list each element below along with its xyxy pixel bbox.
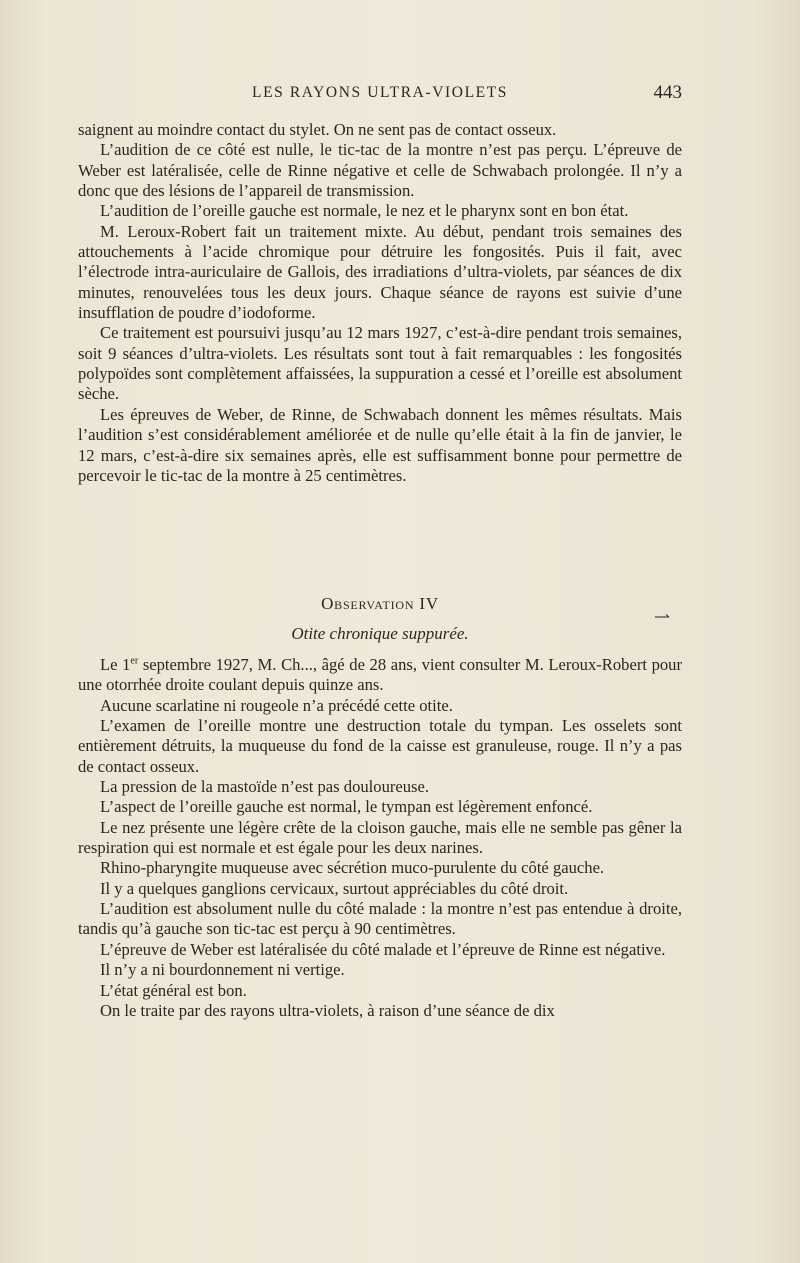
paragraph: L’audition de l’oreille gauche est normale, le nez et le pharynx sont en bon état.	[100, 201, 629, 221]
text-block-top	[78, 120, 682, 486]
paragraph: Aucune scarlatine ni rougeole n’a précédé cette otite.	[100, 695, 453, 715]
paragraph: Les épreuves de Weber, de Rinne, de Schwabach donnent les mêmes résultats. Mais l’audition s’est considérablement améliorée et de nulle qu’elle était à la fin de janvier, le 12 mars, c’est-à-dire six semaines après, elle est suffisamment bonne pour permettre de percevoir le tic-tac de la montre à 25 centimètres.	[78, 404, 682, 485]
ordinal-superscript: er	[130, 655, 139, 667]
page-number: 443	[653, 82, 682, 103]
observation-subtitle: Otite chronique suppurée.	[291, 624, 469, 643]
paragraph: Il n’y a ni bourdonnement ni vertige.	[100, 960, 345, 980]
paragraph-first	[78, 655, 682, 696]
paragraph: L’examen de l’oreille montre une destruction totale du tympan. Les osselets sont entièrement détruits, la muqueuse du fond de la caisse est granuleuse, rouge. Il n’y a pas de contact osseux.	[78, 716, 682, 776]
paragraph: L’audition est absolument nulle du côté malade : la montre n’est pas entendue à droite, tandis qu’à gauche son tic-tac est perçu à 90 centimètres.	[78, 899, 682, 939]
date-text: Le 1	[100, 655, 131, 674]
running-title: LES RAYONS ULTRA-VIOLETS	[252, 84, 508, 101]
paragraph-text: septembre 1927, M. Ch..., âgé de 28 ans, vient consulter M. Leroux-Robert pour une otorrhée droite coulant depuis quinze ans.	[78, 655, 682, 695]
paragraph: Il y a quelques ganglions cervicaux, surtout appréciables du côté droit.	[100, 878, 569, 898]
paragraph: saignent au moindre contact du stylet. On ne sent pas de contact osseux.	[78, 120, 557, 139]
paragraph: Ce traitement est poursuivi jusqu’au 12 mars 1927, c’est-à-dire pendant trois semaines, soit 9 séances d’ultra-violets. Les résultats sont tout à fait remarquables : les fongosités polypoïdes sont complètement affaissées, la suppuration a cessé et l’oreille est absolument sèche.	[78, 323, 682, 404]
observation-label: Observation	[321, 594, 415, 613]
paragraph: La pression de la mastoïde n’est pas douloureuse.	[100, 777, 430, 797]
paragraph: L’audition de ce côté est nulle, le tic-tac de la montre n’est pas perçu. L’épreuve de Weber est latéralisée, celle de Rinne négative et celle de Schwabach prolongée. Il n’y a donc que des lésions de l’appareil de transmission.	[78, 140, 682, 201]
paragraph: On le traite par des rayons ultra-violets, à raison d’une séance de dix	[100, 1000, 555, 1020]
observation-heading	[78, 594, 682, 614]
paragraph: M. Leroux-Robert fait un traitement mixte. Au début, pendant trois semaines des attouchements à l’acide chromique pour détruire les fongosités. Puis il fait, avec l’électrode intra-auriculaire de Gallois, des irradiations d’ultra-violets, par séances de dix minutes, renouvelées tous les deux jours. Chaque séance de rayons est suivie d’une insufflation de poudre d’iodoforme.	[78, 221, 682, 323]
paragraph: Rhino-pharyngite muqueuse avec sécrétion muco-purulente du côté gauche.	[100, 858, 605, 878]
paragraph: L’aspect de l’oreille gauche est normal, le tympan est légèrement enfoncé.	[100, 797, 593, 817]
paragraph: L’état général est bon.	[100, 980, 247, 1000]
paragraph: Le nez présente une légère crête de la cloison gauche, mais elle ne semble pas gêner la respiration qui est normale et est égale pour les deux narines.	[78, 817, 682, 858]
text-block-bottom	[78, 655, 682, 1021]
observation-number: IV	[419, 594, 439, 613]
margin-arrow-mark	[655, 614, 671, 622]
paragraph: L’épreuve de Weber est latéralisée du côté malade et l’épreuve de Rinne est négative.	[100, 939, 666, 959]
page-header	[78, 84, 682, 108]
